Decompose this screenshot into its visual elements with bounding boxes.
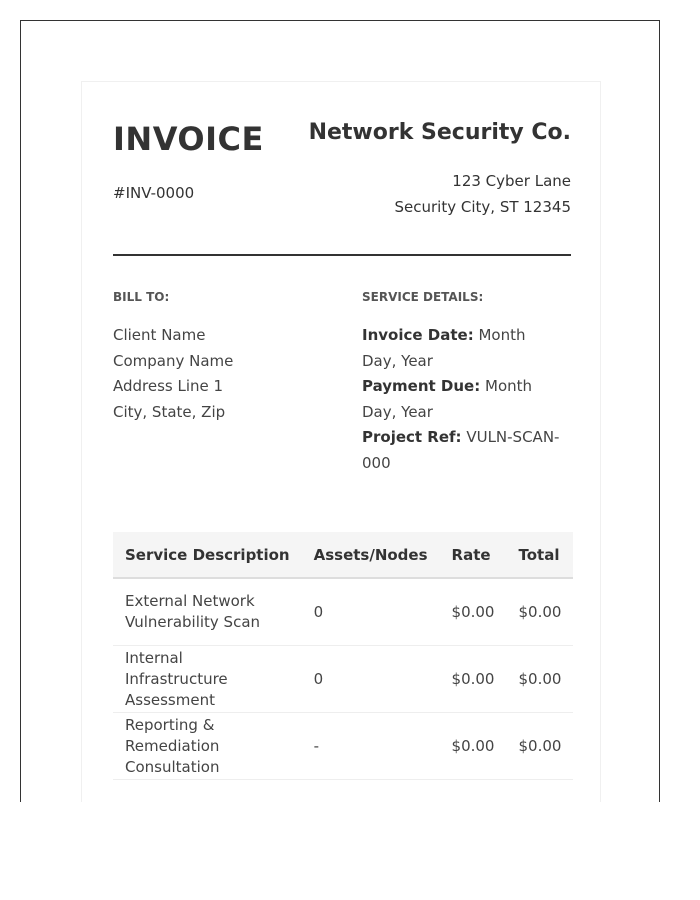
payment-due-key: Payment Due: — [362, 377, 481, 395]
service-details-block — [362, 323, 562, 476]
invoice-date-row — [362, 323, 562, 374]
project-ref-value: VULN-SCAN-000 — [362, 428, 560, 472]
company-address-line2: Security City, ST 12345 — [394, 198, 571, 216]
row-description: External Network Vulnerability Scan — [113, 578, 302, 646]
row-rate: $0.00 — [440, 646, 507, 713]
services-table — [113, 532, 573, 780]
row-rate: $0.00 — [440, 713, 507, 780]
invoice-title: INVOICE — [113, 120, 264, 158]
table-row — [113, 646, 573, 713]
invoice-number: #INV-0000 — [113, 184, 195, 202]
row-total: $0.00 — [506, 578, 573, 646]
invoice-date-key: Invoice Date: — [362, 326, 474, 344]
table-row — [113, 713, 573, 780]
bill-to-label: BILL TO: — [113, 290, 170, 304]
bill-to-block — [113, 323, 233, 425]
header-service-description: Service Description — [113, 532, 302, 578]
bill-to-client-name: Client Name — [113, 326, 206, 344]
payment-due-row — [362, 374, 562, 425]
page-frame — [20, 20, 660, 802]
row-description: Internal Infrastructure Assessment — [113, 646, 302, 713]
project-ref-row — [362, 425, 562, 476]
row-assets: 0 — [302, 646, 440, 713]
header-divider — [113, 254, 571, 256]
invoice-sheet — [81, 81, 601, 802]
row-rate: $0.00 — [440, 578, 507, 646]
payment-due-value: Month Day, Year — [362, 377, 533, 421]
row-description: Reporting & Remediation Consultation — [113, 713, 302, 780]
company-name: Network Security Co. — [308, 120, 571, 145]
bill-to-city: City, State, Zip — [113, 402, 226, 421]
project-ref-key: Project Ref: — [362, 428, 462, 446]
bill-to-address: Address Line 1 — [113, 377, 224, 395]
header-assets-nodes: Assets/Nodes — [302, 532, 440, 578]
company-address — [395, 168, 571, 220]
header-rate: Rate — [440, 532, 507, 578]
row-total: $0.00 — [506, 713, 573, 780]
service-details-label: SERVICE DETAILS: — [362, 290, 484, 304]
table-header-row — [113, 532, 573, 578]
row-assets: 0 — [302, 578, 440, 646]
company-address-line1: 123 Cyber Lane — [452, 172, 571, 190]
header-total: Total — [506, 532, 573, 578]
table-row — [113, 578, 573, 646]
invoice-date-value: Month Day, Year — [362, 326, 526, 370]
bill-to-company-name: Company Name — [113, 351, 234, 370]
row-total: $0.00 — [506, 646, 573, 713]
row-assets: - — [302, 713, 440, 780]
